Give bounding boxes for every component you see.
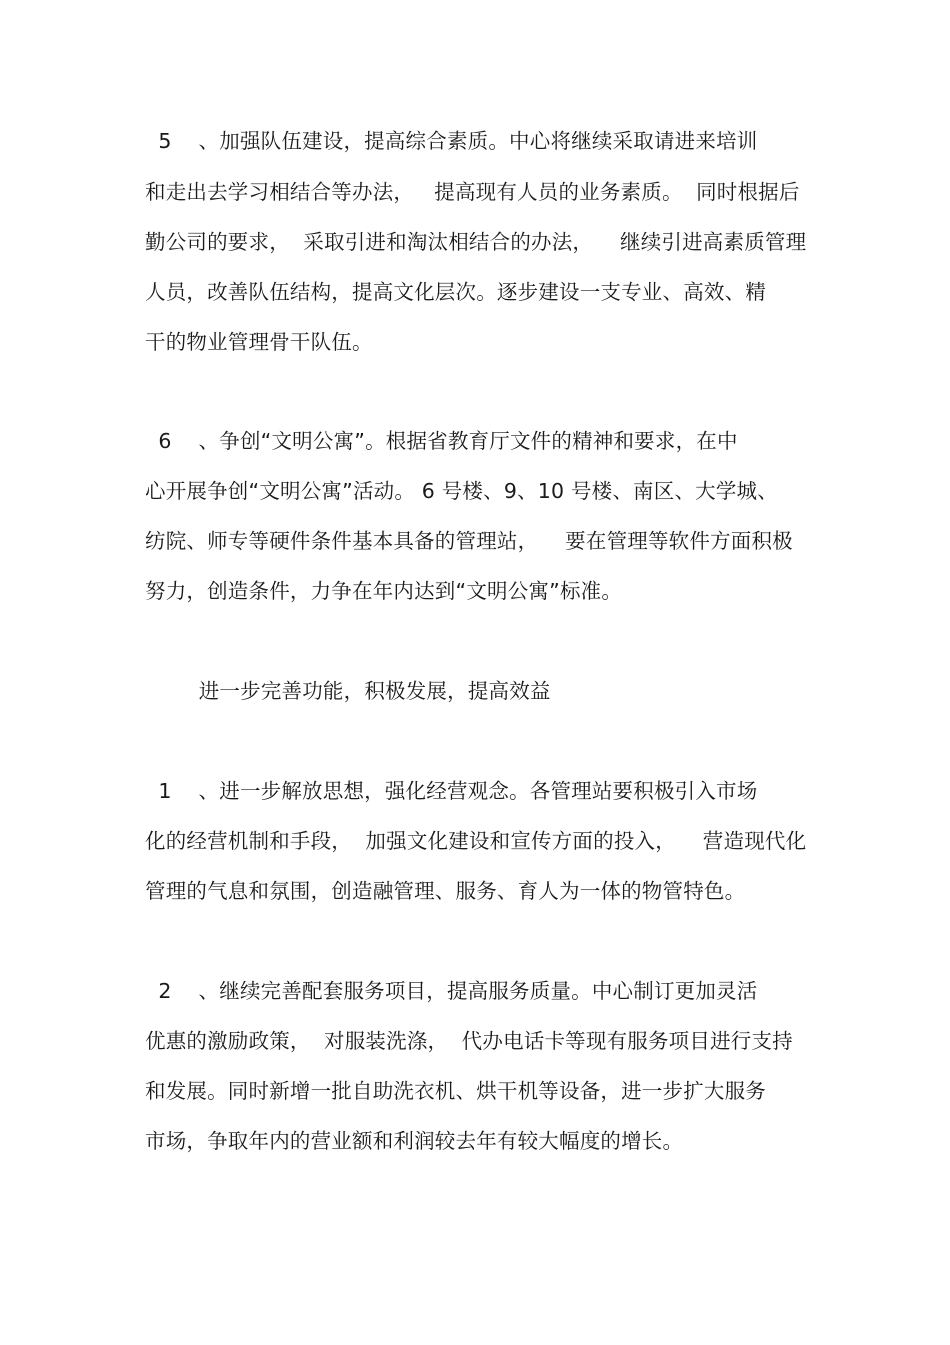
paragraph-6-line-2: 心开展争创“文明公寓”活动。 6 号楼、9、10 号楼、南区、大学城、 — [145, 479, 778, 503]
paragraph-5-line-1: 5 、加强队伍建设，提高综合素质。中心将继续采取请进来培训 — [145, 129, 758, 153]
paragraph-2-line-1: 2 、继续完善配套服务项目，提高服务质量。中心制订更加灵活 — [145, 979, 758, 1003]
paragraph-5-line-4: 人员，改善队伍结构，提高文化层次。逐步建设一支专业、高效、精 — [145, 280, 766, 304]
paragraph-6-line-1: 6 、争创“文明公寓”。根据省教育厅文件的精神和要求，在中 — [145, 429, 738, 453]
paragraph-5-line-3: 勤公司的要求， 采取引进和淘汰相结合的办法， 继续引进高素质管理 — [145, 230, 807, 254]
paragraph-5-line-2: 和走出去学习相结合等办法， 提高现有人员的业务素质。 同时根据后 — [145, 180, 800, 204]
paragraph-5-line-5: 干的物业管理骨干队伍。 — [145, 330, 373, 354]
paragraph-2-line-4: 市场，争取年内的营业额和利润较去年有较大幅度的增长。 — [145, 1129, 684, 1153]
paragraph-1-line-2: 化的经营机制和手段， 加强文化建设和宣传方面的投入， 营造现代化 — [145, 829, 807, 853]
paragraph-6-line-3: 纺院、师专等硬件条件基本具备的管理站， 要在管理等软件方面积极 — [145, 529, 793, 553]
section-heading: 进一步完善功能，积极发展，提高效益 — [145, 679, 551, 703]
paragraph-6-line-4: 努力，创造条件，力争在年内达到“文明公寓”标准。 — [145, 579, 623, 603]
paragraph-1-line-3: 管理的气息和氛围，创造融管理、服务、育人为一体的物管特色。 — [145, 879, 746, 903]
paragraph-2-line-2: 优惠的激励政策， 对服装洗涤， 代办电话卡等现有服务项目进行支持 — [145, 1029, 793, 1053]
paragraph-2-line-3: 和发展。同时新增一批自助洗衣机、烘干机等设备，进一步扩大服务 — [145, 1079, 766, 1103]
paragraph-1-line-1: 1 、进一步解放思想，强化经营观念。各管理站要积极引入市场 — [145, 779, 758, 803]
